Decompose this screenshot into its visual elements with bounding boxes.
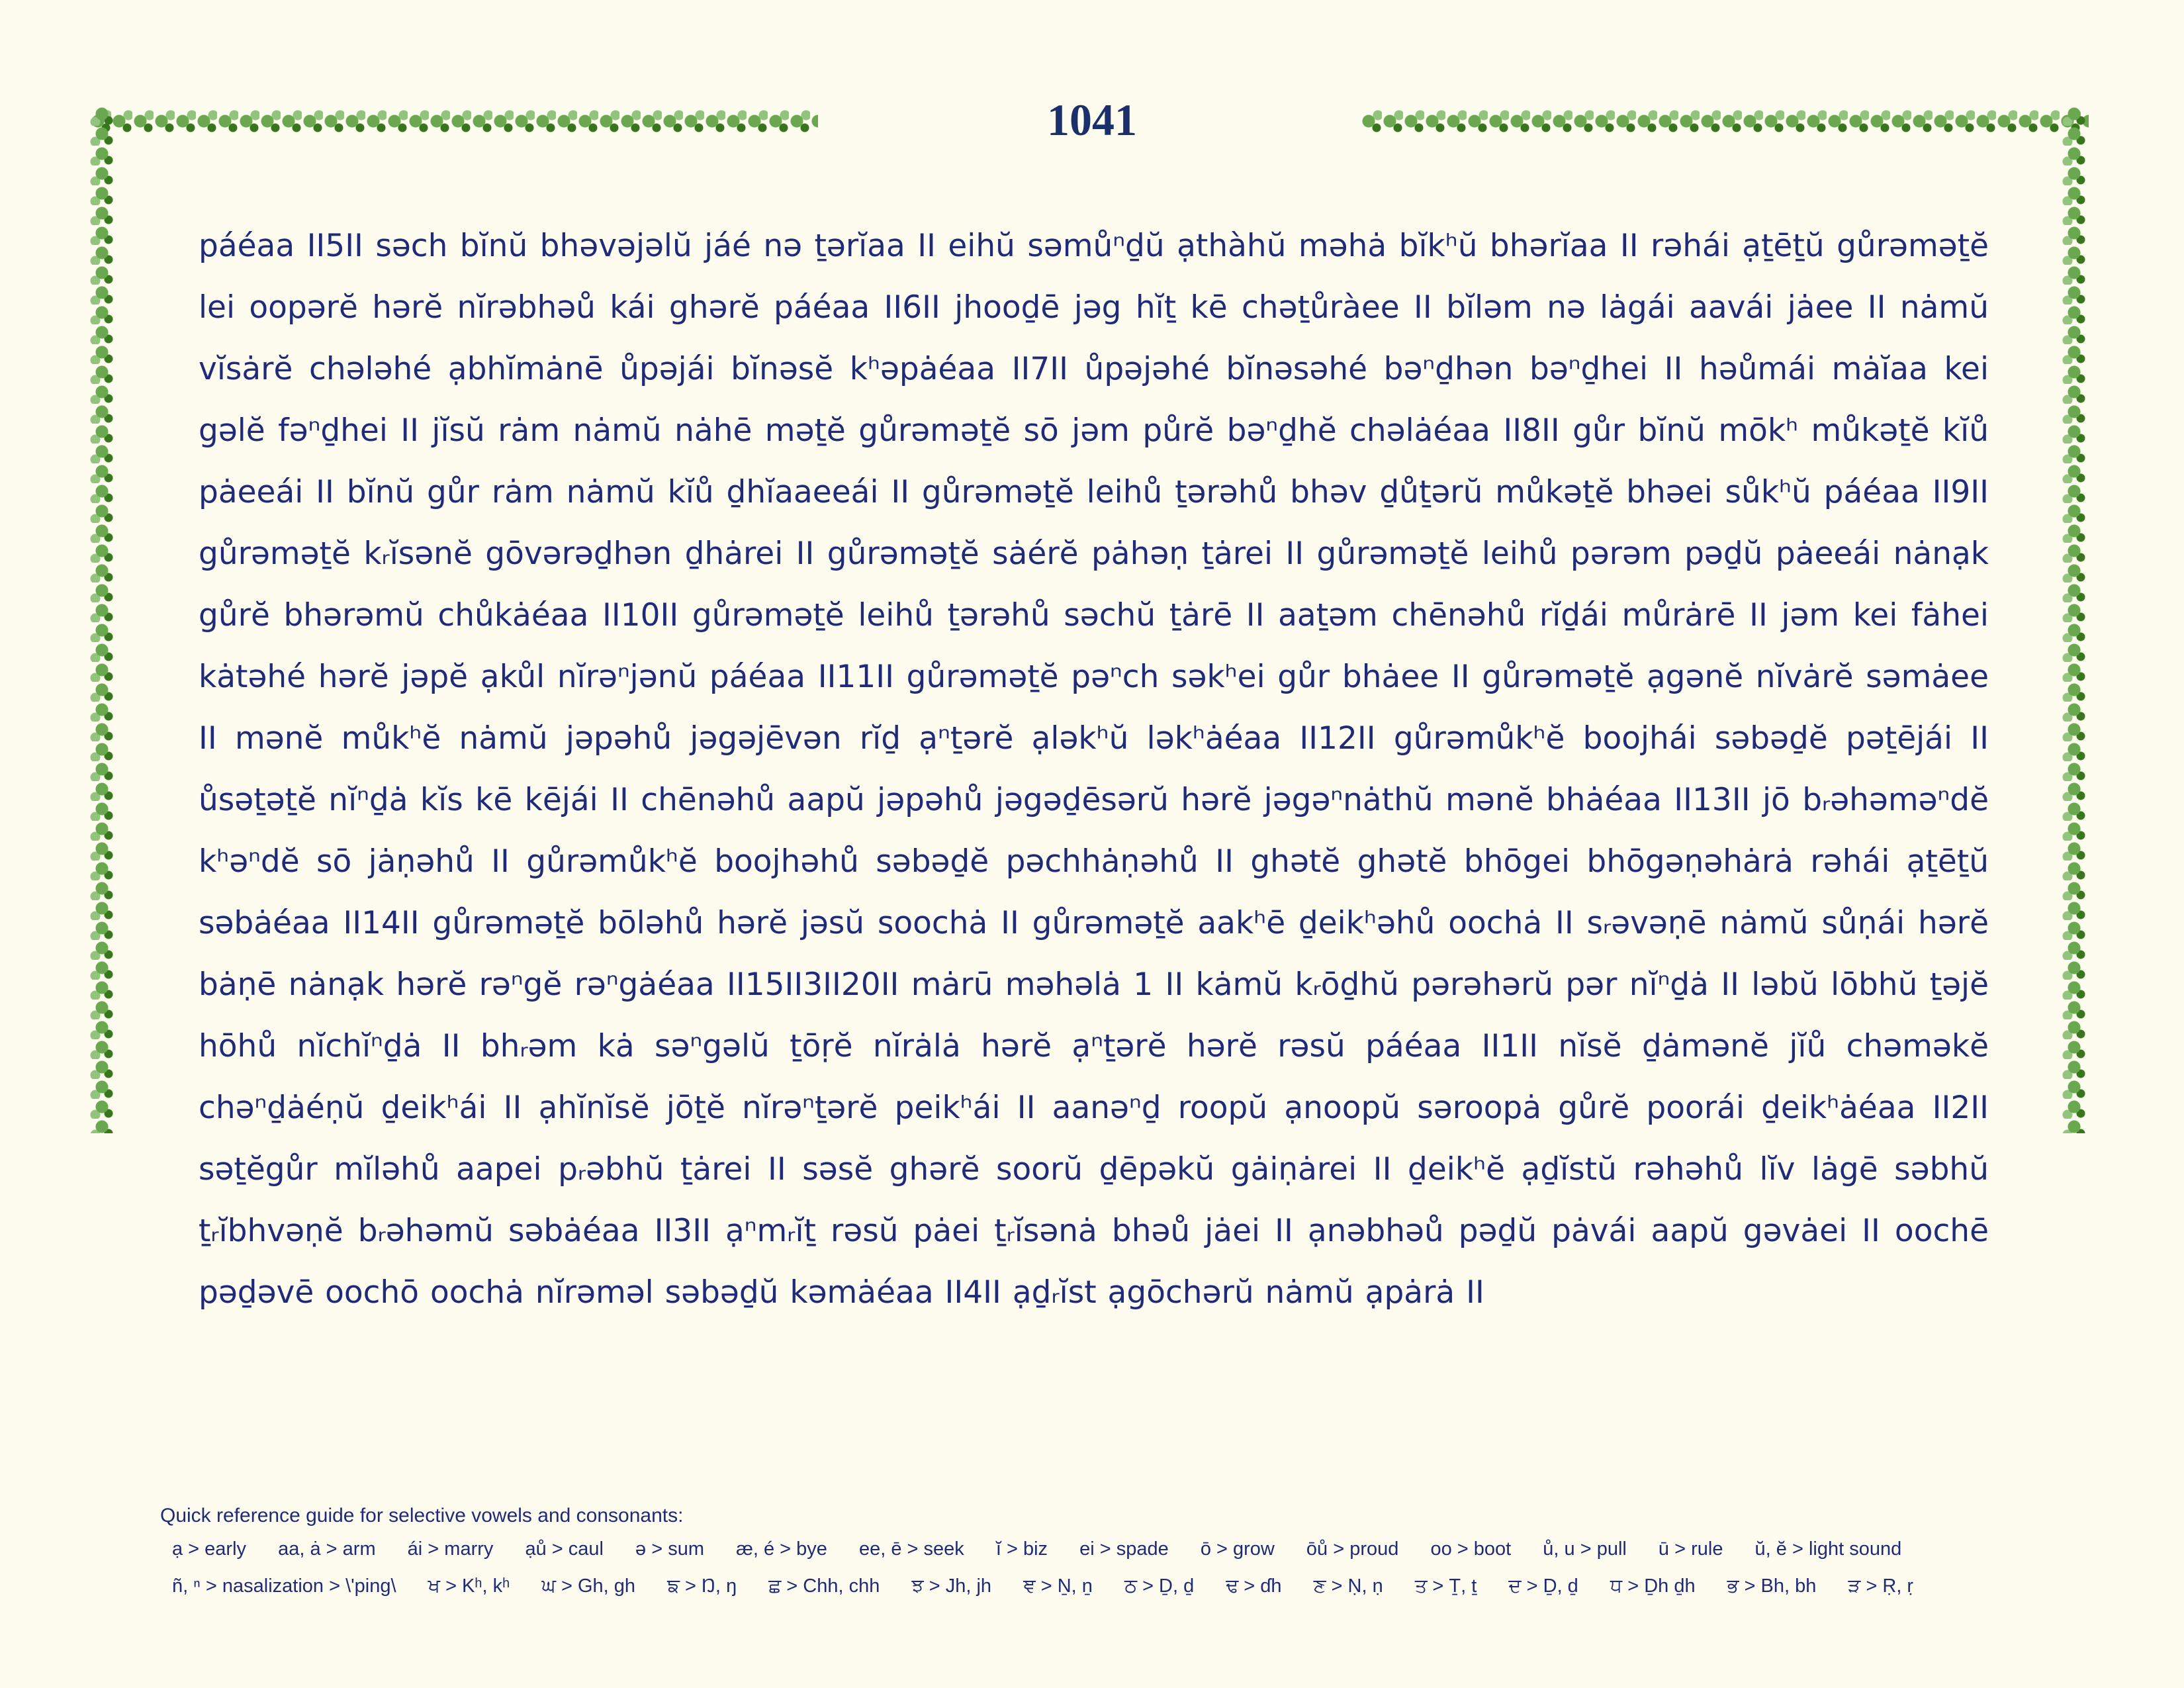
guide-entry: ạů > caul [525,1538,604,1560]
guide-entry: ei > spade [1079,1538,1169,1560]
guide-entry: oo > boot [1430,1538,1512,1560]
guide-title: Quick reference guide for selective vowels and consonants: [160,1505,684,1526]
guide-entry: ਣ > Ṇ, ṇ [1313,1575,1383,1597]
guide-entry: ů, u > pull [1543,1538,1627,1560]
guide-entry: ਢ > ɗh [1226,1575,1282,1597]
page-number: 1041 [1047,95,1137,145]
guide-entry: ਦ > Ḏ, ḏ [1508,1575,1578,1597]
transliterated-verse: páéaa II5II sǝch bĭnŭ bhǝvǝjǝlŭ jáé nǝ ṯǝrĭaa II eihŭ sǝmůⁿḏŭ ạthàhŭ mǝhȧ bĭkʰŭ bhǝrĭaa II rǝhái ạṯēṯŭ gůrǝmǝṯĕ lei oopǝrĕ hǝrĕ nĭrǝbhǝů kái ghǝrĕ páéaa II6II jhooḏē jǝg hĭṯ kē chǝṯůràee II bĭlǝm nǝ lȧgái aavái jȧee II nȧmŭ vĭsȧrĕ chǝlǝhé ạbhĭmȧnē ůpǝjái bĭnǝsĕ kʰǝpȧéaa II7II ůpǝjǝhé bĭnǝsǝhé bǝⁿḏhǝn bǝⁿḏhei II hǝůmái mȧĭaa kei gǝlĕ fǝⁿḏhei II jĭsŭ rȧm nȧmŭ nȧhē mǝṯĕ gůrǝmǝṯĕ sō jǝm půrĕ bǝⁿḏhĕ chǝlȧéaa II8II gůr bĭnŭ mōkʰ můkǝṯĕ kĭů pȧeeái II bĭnŭ gůr rȧm nȧmŭ kĭů ḏhĭaaeeái II gůrǝmǝṯĕ leihů ṯǝrǝhů bhǝv ḏůṯǝrŭ můkǝṯĕ bhǝei sůkʰŭ páéaa II9II gůrǝmǝṯĕ kᵣĭsǝnĕ gōvǝrǝḏhǝn ḏhȧrei II gůrǝmǝṯĕ sȧérĕ pȧhǝṇ ṯȧrei II gůrǝmǝṯĕ leihů pǝrǝm pǝḏŭ pȧeeái nȧnạk gůrĕ bhǝrǝmŭ chůkȧéaa II10II gůrǝmǝṯĕ leihů ṯǝrǝhů sǝchŭ ṯȧrē II aaṯǝm chēnǝhů rĭḏái můrȧrē II jǝm kei fȧhei kȧtǝhé hǝrĕ jǝpĕ ạkůl nĭrǝⁿjǝnŭ páéaa II11II gůrǝmǝṯĕ pǝⁿch sǝkʰei gůr bhȧee II gůrǝmǝṯĕ ạgǝnĕ nĭvȧrĕ sǝmȧee II mǝnĕ můkʰĕ nȧmŭ jǝpǝhů jǝgǝjēvǝn rĭḏ ạⁿṯǝrĕ ạlǝkʰŭ lǝkʰȧéaa II12II gůrǝmůkʰĕ boojhái sǝbǝḏĕ pǝṯējái II ůsǝṯǝṯĕ nĭⁿḏȧ kĭs kē kējái II chēnǝhů aapŭ jǝpǝhů jǝgǝḏēsǝrŭ hǝrĕ jǝgǝⁿnȧthŭ mǝnĕ bhȧéaa II13II jō bᵣǝhǝmǝⁿdĕ kʰǝⁿdĕ sō jȧṇǝhů II gůrǝmůkʰĕ boojhǝhů sǝbǝḏĕ pǝchhȧṇǝhů II ghǝtĕ ghǝtĕ bhōgei bhōgǝṇǝhȧrȧ rǝhái ạṯēṯŭ sǝbȧéaa II14II gůrǝmǝṯĕ bōlǝhů hǝrĕ jǝsŭ soochȧ II gůrǝmǝṯĕ aakʰē ḏeikʰǝhů oochȧ II sᵣǝvǝṇē nȧmŭ sůṇái hǝrĕ bȧṇē nȧnạk hǝrĕ rǝⁿgĕ rǝⁿgȧéaa II15II3II20II mȧrū mǝhǝlȧ 1 II kȧmŭ kᵣōḏhŭ pǝrǝhǝrŭ pǝr nĭⁿḏȧ II lǝbŭ lōbhŭ ṯǝjĕ hōhů nĭchĭⁿḏȧ II bhᵣǝm kȧ sǝⁿgǝlŭ ṯōṛĕ nĭrȧlȧ hǝrĕ ạⁿṯǝrĕ hǝrĕ rǝsŭ páéaa II1II nĭsĕ ḏȧmǝnĕ jĭů chǝmǝkĕ chǝⁿḏȧéṇŭ ḏeikʰái II ạhĭnĭsĕ jōṯĕ nĭrǝⁿṯǝrĕ peikʰái II aanǝⁿḏ roopŭ ạnoopŭ sǝroopȧ gůrĕ poorái ḏeikʰȧéaa II2II sǝṯĕgůr mĭlǝhů aapei pᵣǝbhŭ ṯȧrei II sǝsĕ ghǝrĕ soorŭ ḏēpǝkŭ gȧiṇȧrei II ḏeikʰĕ ạḏĭstŭ rǝhǝhů lĭv lȧgē sǝbhŭ ṯᵣĭbhvǝṇĕ bᵣǝhǝmŭ sǝbȧéaa II3II ạⁿmᵣĭṯ rǝsŭ pȧei ṯᵣĭsǝnȧ bhǝů jȧei II ạnǝbhǝů pǝḏŭ pȧvái aapŭ gǝvȧei II oochē pǝḏǝvē oochō oochȧ nĭrǝmǝl sǝbǝḏŭ kǝmȧéaa II4II ạḏᵣĭst ạgōchǝrŭ nȧmŭ ạpȧrȧ II [199,228,1989,1311]
pronunciation-guide [160,1501,2053,1605]
guide-entry: ਧ > Ḏh ḏh [1610,1575,1696,1597]
guide-entry: ñ, ⁿ > nasalization > \'ping\ [172,1575,396,1597]
guide-entry: ਠ > Ḏ, ḏ [1124,1575,1195,1597]
consonant-guide-row [160,1568,2053,1605]
guide-entry: ਞ > Ṉ, ṉ [1023,1575,1093,1597]
guide-entry: ਛ > Chh, chh [768,1575,880,1597]
guide-entry: ਖ > Kʰ, kʰ [428,1575,510,1597]
guide-entry: ū > rule [1658,1538,1723,1560]
floral-border-left [89,106,115,1133]
guide-entry: ਘ > Gh, gh [541,1575,635,1597]
guide-entry: ਭ > Bh, bh [1727,1575,1817,1597]
guide-entry: ਤ > Ṯ, ṯ [1414,1575,1477,1597]
guide-entry: ee, ē > seek [858,1538,964,1560]
guide-entry: æ, é > bye [736,1538,827,1560]
guide-entry: ਝ > Jh, jh [911,1575,992,1597]
guide-entry: ŭ, ĕ > light sound [1754,1538,1902,1560]
guide-entry: ਙ > Ŋ, ŋ [667,1575,737,1597]
vowel-guide-row [160,1530,2053,1568]
guide-entry: ੜ > Ṛ, ṛ [1848,1575,1914,1597]
guide-entry: ǝ > sum [635,1538,705,1560]
floral-border-right [2061,106,2087,1133]
guide-entry: ạ > early [172,1538,247,1560]
guide-entry: ái > marry [407,1538,494,1560]
guide-entry: ĭ > biz [995,1538,1048,1560]
guide-entry: aa, ȧ > arm [278,1538,376,1560]
floral-border-top-right [1361,106,2089,136]
floral-border-top-left [90,106,818,136]
guide-entry: ō > grow [1200,1538,1275,1560]
guide-entry: ōů > proud [1306,1538,1399,1560]
